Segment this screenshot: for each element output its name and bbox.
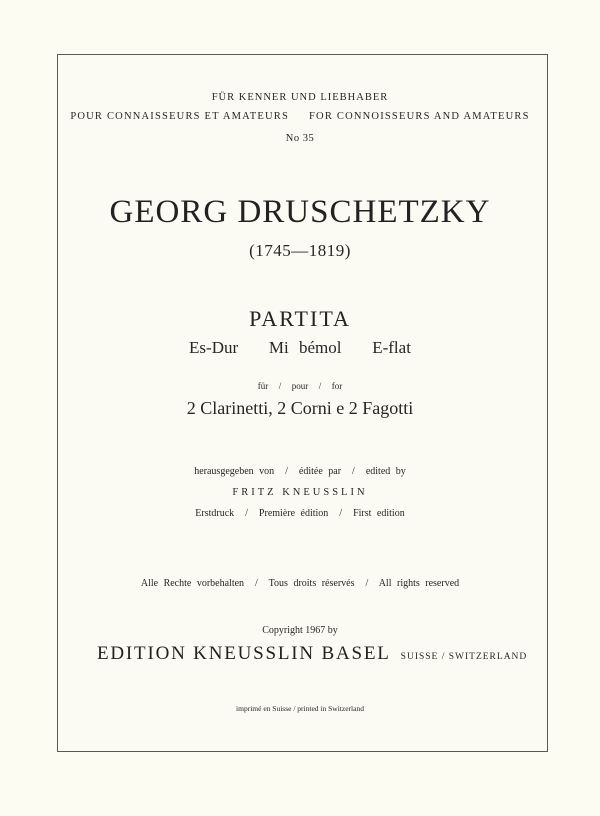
printed-in-notice: imprimé en Suisse / printed in Switzerland [236, 704, 364, 713]
series-title-german: FÜR KENNER UND LIEBHABER [211, 92, 389, 103]
edited-by-label: herausgegeben von / éditée par / edited by [194, 466, 406, 477]
instrumentation: 2 Clarinetti, 2 Corni e 2 Fagotti [186, 398, 414, 418]
work-key: Es-Dur Mi bémol E-flat [189, 338, 411, 357]
editor-name: FRITZ KNEUSSLIN [232, 487, 368, 498]
composer-years: (1745—1819) [249, 241, 351, 260]
work-title: PARTITA [249, 306, 351, 331]
rights-notice: Alle Rechte vorbehalten / Tous droits réservés / All rights reserved [140, 578, 460, 589]
composer-name: GEORG DRUSCHETZKY [109, 194, 491, 230]
publisher-country: SUISSE / SWITZERLAND [400, 652, 528, 662]
copyright-notice: Copyright 1967 by [262, 625, 338, 636]
series-title-french: POUR CONNAISSEURS ET AMATEURS [70, 111, 290, 122]
series-title-multilingual [0, 112, 600, 123]
publisher-line [97, 644, 527, 663]
for-label: für / pour / for [257, 381, 343, 391]
series-number: No 35 [285, 133, 315, 144]
series-title-english: FOR CONNOISSEURS AND AMATEURS [309, 111, 530, 122]
publisher-name: EDITION KNEUSSLIN BASEL [97, 643, 391, 664]
edition-note: Erstdruck / Première édition / First edition [195, 508, 405, 519]
